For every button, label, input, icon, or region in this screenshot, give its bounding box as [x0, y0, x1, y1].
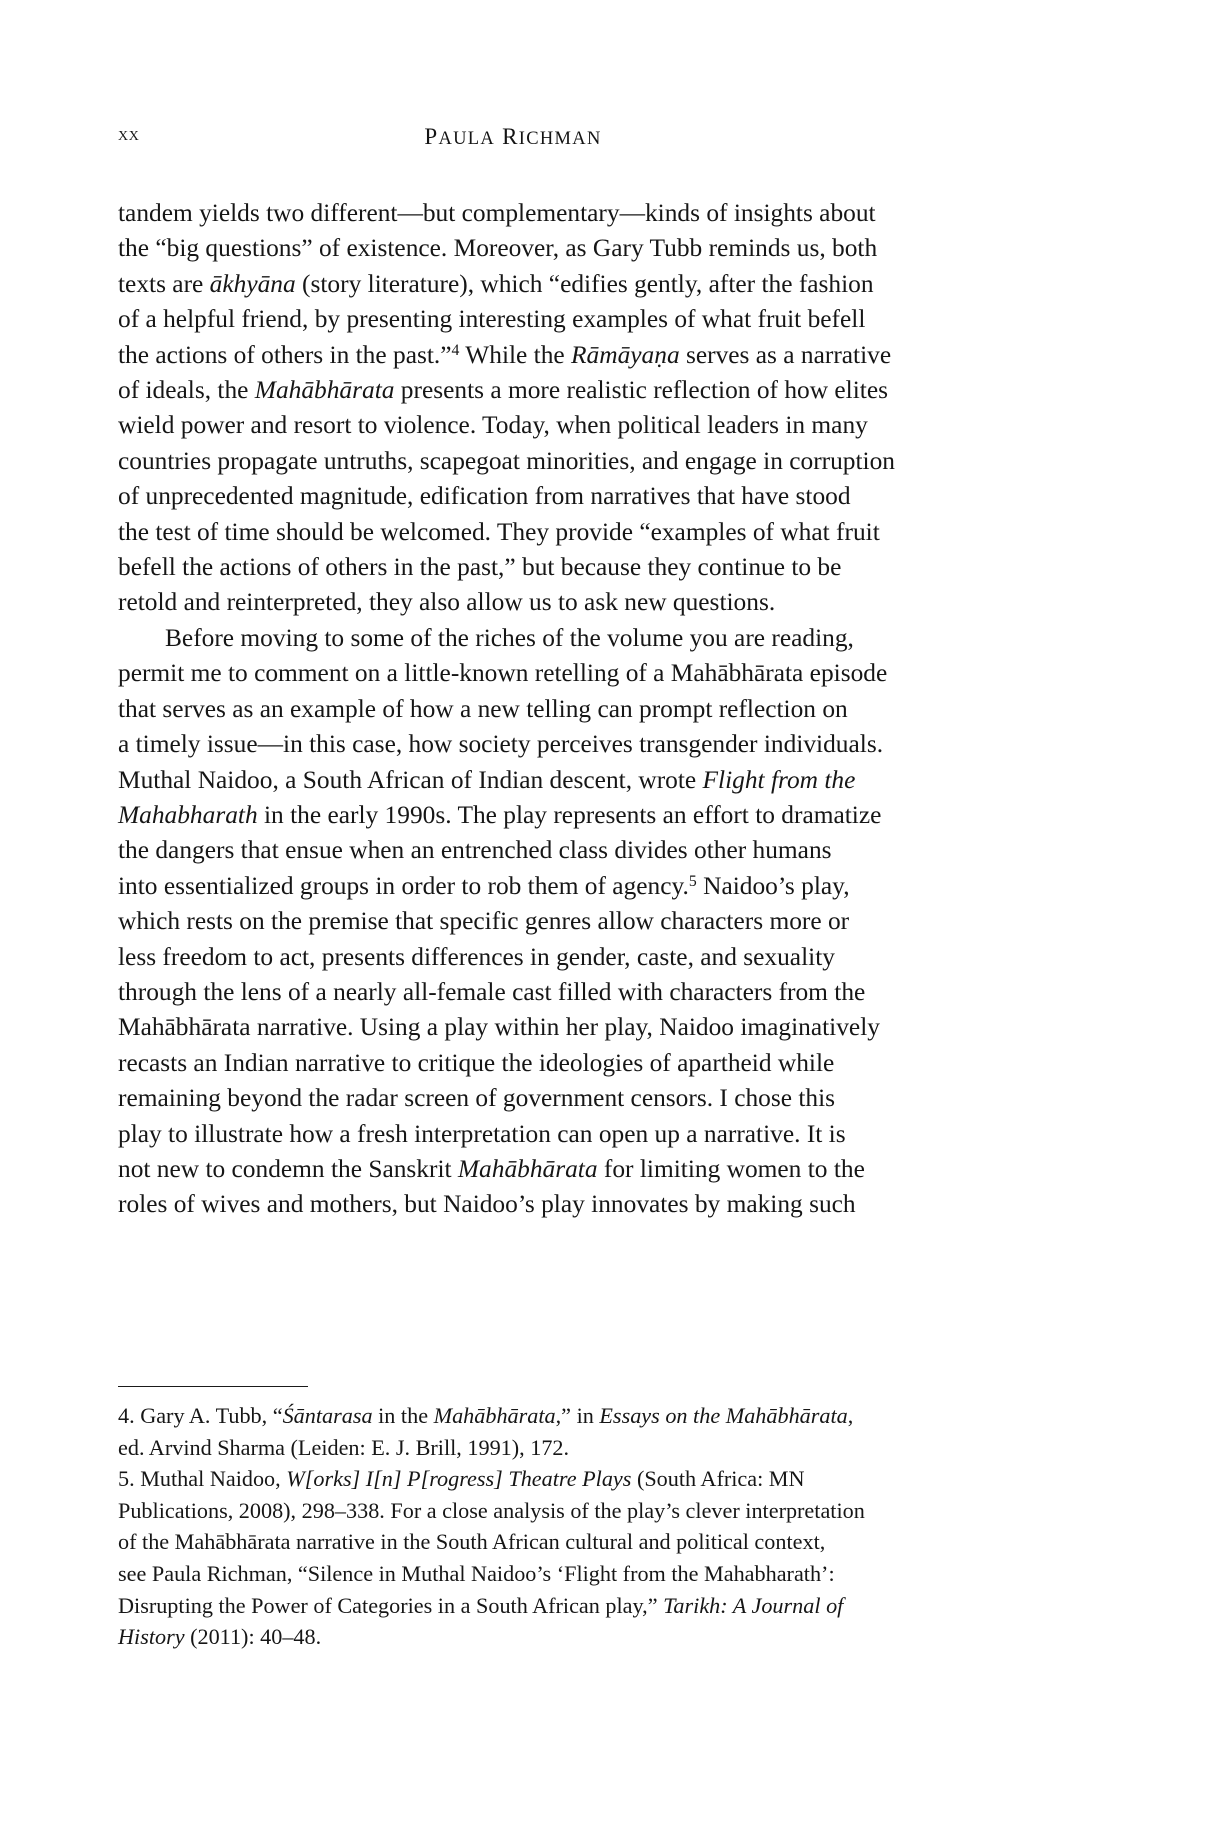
text-line	[118, 656, 908, 691]
text-run: ,	[847, 1403, 854, 1428]
text-run: for limiting women to the	[597, 1154, 865, 1183]
text-run: of unprecedented magnitude, edification from narratives that have stood	[118, 482, 851, 511]
text-run: the test of time should be welcomed. They provide “examples of what fruit	[118, 517, 880, 546]
running-head-author-second-rest: ICHMAN	[518, 129, 602, 149]
text-run: in the	[372, 1403, 434, 1428]
text-run: the dangers that ensue when an entrenched class divides other humans	[118, 836, 832, 865]
text-run: recasts an Indian narrative to critique the ideologies of apartheid while	[118, 1048, 835, 1077]
text-run: remaining beyond the radar screen of government censors. I chose this	[118, 1084, 836, 1113]
italic-run: History	[118, 1624, 185, 1650]
text-run: (South Africa: MN	[631, 1466, 805, 1492]
text-line	[118, 479, 908, 514]
text-run: befell the actions of others in the past,” but because they continue to be	[118, 553, 842, 582]
text-run: While the	[459, 340, 572, 369]
text-line	[118, 1152, 908, 1187]
text-line	[118, 1187, 908, 1222]
italic-run: Rāmāyaṇa	[571, 340, 680, 369]
text-run: roles of wives and mothers, but Naidoo’s play innovates by making such	[118, 1190, 856, 1219]
text-run: serves as a narrative	[679, 340, 892, 369]
footnote-line	[118, 1463, 908, 1495]
text-line	[118, 550, 908, 585]
text-run: in the early 1990s. The play represents an effort to dramatize	[257, 800, 882, 829]
text-line	[118, 1117, 908, 1152]
body-text	[118, 196, 908, 1223]
paragraph	[118, 196, 908, 621]
text-run: of ideals, the	[118, 376, 255, 405]
italic-run: Tarikh: A Journal of	[663, 1592, 844, 1618]
italic-run: ākhyāna	[209, 269, 296, 298]
text-run: into essentialized groups in order to rob them of agency.	[118, 871, 689, 900]
text-line	[118, 940, 908, 975]
footnote-5	[118, 1463, 908, 1653]
footnote-separator-rule	[118, 1386, 308, 1387]
footnote-line	[118, 1400, 908, 1432]
text-line	[118, 798, 908, 833]
text-run: Naidoo’s play,	[696, 871, 850, 900]
running-head	[118, 124, 908, 154]
text-run: wield power and resort to violence. Today, when political leaders in many	[118, 411, 868, 440]
running-head-author-first-cap: P	[424, 124, 439, 149]
text-run: less freedom to act, presents differences in gender, caste, and sexuality	[118, 942, 835, 971]
text-line	[118, 373, 908, 408]
text-line	[118, 975, 908, 1010]
text-line	[118, 692, 908, 727]
text-line	[118, 1010, 908, 1045]
text-run: Muthal Naidoo, a South African of Indian descent, wrote	[118, 765, 703, 794]
text-line	[118, 444, 908, 479]
footnote-marker: 4	[451, 341, 460, 359]
italic-run: Mahābhārata	[457, 1154, 598, 1183]
footnote-marker: 5	[688, 872, 697, 890]
italic-run: Mahābhārata	[254, 376, 395, 405]
text-run: presents a more realistic reflection of how elites	[394, 376, 888, 405]
footnotes-section	[118, 1400, 908, 1653]
text-run: play to illustrate how a fresh interpretation can open up a narrative. It is	[118, 1119, 846, 1148]
text-line	[118, 196, 908, 231]
footnote-line	[118, 1590, 908, 1622]
text-run: Publications, 2008), 298–338. For a close analysis of the play’s clever interpretation	[118, 1497, 865, 1523]
text-run: Before moving to some of the riches of the volume you are reading,	[165, 623, 854, 652]
footnote-line	[118, 1432, 908, 1464]
italic-run: Essays on the Mahābhārata	[599, 1403, 848, 1428]
text-run: texts are	[118, 269, 210, 298]
text-run: Mahābhārata narrative. Using a play within her play, Naidoo imaginatively	[118, 1013, 880, 1042]
text-run: that serves as an example of how a new telling can prompt reflection on	[118, 694, 848, 723]
text-run: (2011): 40–48.	[184, 1624, 322, 1650]
text-run: which rests on the premise that specific genres allow characters more or	[118, 907, 850, 936]
text-line	[118, 727, 908, 762]
text-run: Disrupting the Power of Categories in a South African play,”	[118, 1592, 664, 1618]
text-line	[118, 515, 908, 550]
paragraph	[118, 621, 908, 1223]
text-line	[118, 231, 908, 266]
text-run: ed. Arvind Sharma (Leiden: E. J. Brill, 1991), 172.	[118, 1434, 570, 1460]
text-run: of a helpful friend, by presenting interesting examples of what fruit befell	[118, 305, 866, 334]
text-run: ,” in	[555, 1403, 600, 1428]
footnote-line	[118, 1558, 908, 1590]
running-head-author-first-rest: AULA	[438, 129, 496, 149]
italic-run: Mahābhārata	[433, 1403, 556, 1428]
text-run: retold and reinterpreted, they also allow us to ask new questions.	[118, 588, 776, 617]
text-line	[118, 833, 908, 868]
text-line	[118, 1081, 908, 1116]
text-line	[118, 904, 908, 939]
text-line	[118, 621, 908, 656]
text-line	[118, 763, 908, 798]
text-run: see Paula Richman, “Silence in Muthal Naidoo’s ‘Flight from the Mahabharath’:	[118, 1560, 835, 1586]
text-run: 4. Gary A. Tubb, “	[118, 1403, 283, 1428]
footnote-line	[118, 1495, 908, 1527]
text-line	[118, 869, 908, 904]
footnote-line	[118, 1621, 908, 1653]
text-run: not new to condemn the Sanskrit	[118, 1154, 458, 1183]
text-run: permit me to comment on a little-known retelling of a Mahābhārata episode	[118, 659, 888, 688]
text-line	[118, 585, 908, 620]
running-head-title	[118, 124, 908, 150]
text-run: of the Mahābhārata narrative in the South African cultural and political context,	[118, 1529, 826, 1555]
text-line	[118, 302, 908, 337]
text-run: countries propagate untruths, scapegoat minorities, and engage in corruption	[118, 446, 896, 475]
text-line	[118, 408, 908, 443]
italic-run: Śāntarasa	[282, 1403, 373, 1428]
italic-run: W[orks] I[n] P[rogress] Theatre Plays	[286, 1466, 632, 1492]
footnote-line	[118, 1526, 908, 1558]
text-run: tandem yields two different—but complementary—kinds of insights about	[118, 199, 876, 227]
text-run: (story literature), which “edifies gently, after the fashion	[295, 269, 874, 298]
italic-run: Mahabharath	[118, 800, 258, 829]
text-run: through the lens of a nearly all-female cast filled with characters from the	[118, 977, 866, 1006]
page-folio: xx	[118, 124, 140, 145]
text-run: 5. Muthal Naidoo,	[118, 1466, 287, 1492]
footnote-4	[118, 1400, 908, 1463]
text-line	[118, 267, 908, 302]
text-line	[118, 338, 908, 373]
text-line	[118, 1046, 908, 1081]
text-run: the “big questions” of existence. Moreover, as Gary Tubb reminds us, both	[118, 234, 878, 263]
italic-run: Flight from the	[702, 765, 856, 794]
running-head-author-second-cap: R	[502, 124, 519, 149]
text-run: a timely issue—in this case, how society perceives transgender individuals.	[118, 730, 884, 759]
text-run: the actions of others in the past.”	[118, 340, 452, 369]
